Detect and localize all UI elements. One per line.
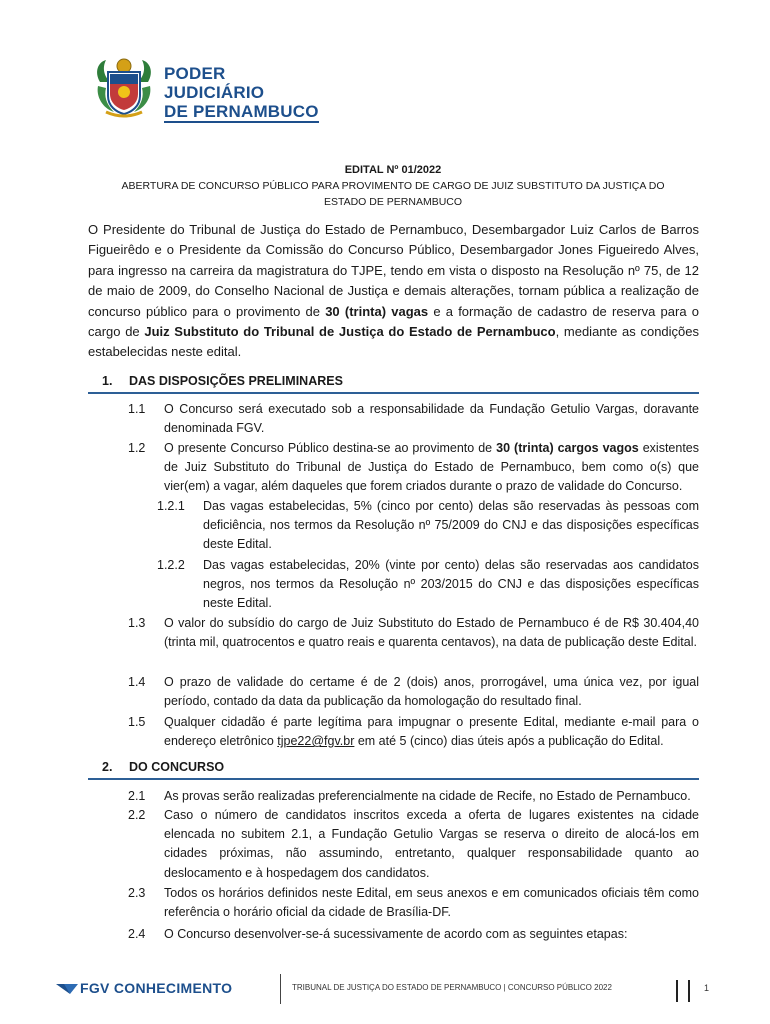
edital-subtitle: ABERTURA DE CONCURSO PÚBLICO PARA PROVIMENTO DE CARGO DE JUIZ SUBSTITUTO DA JUSTIÇA DO ESTADO DE PERNAMBUCO <box>121 180 665 208</box>
clause-number: 1.5 <box>128 715 146 729</box>
fgv-brand: FGV CONHECIMENTO <box>80 980 233 996</box>
intro-text-1: O Presidente do Tribunal de Justiça do Estado de Pernambuco, Desembargador Luiz Carlos de Barros Figueirêdo e o Presidente da Comissão do Concurso Público, Desembargador Jones Figueiredo Alves, para ingresso na carreira da magistratura do TJPE, tendo em vista o disposto na Resolução nº 75, de 12 de maio de 2009, do Conselho Nacional de Justiça e demais alterações, tornam pública a realização de concurso público para o provimento de <box>88 222 699 319</box>
intro-text-3: , mediante as condições estabelecidas neste edital. <box>88 324 699 360</box>
clause-text-pre: O presente Concurso Público destina-se ao provimento de <box>164 441 497 455</box>
document-title <box>88 162 698 210</box>
intro-bold-cargo: Juiz Substituto do Tribunal de Justiça do Estado de Pernambuco <box>144 324 556 340</box>
clause-number: 2.4 <box>128 927 146 941</box>
page-footer <box>0 972 770 1012</box>
intro-paragraph <box>88 220 699 363</box>
clause-2-3 <box>128 884 699 924</box>
clause-1-4 <box>128 673 699 713</box>
clause-text-post: em até 5 (cinco) dias úteis após a publicação do Edital. <box>354 734 664 749</box>
section-heading-2 <box>88 760 699 780</box>
clause-text: O Concurso desenvolver-se-á sucessivamente de acordo com as seguintes etapas: <box>164 927 628 941</box>
clause-text: Todos os horários definidos neste Edital, em seus anexos e em comunicados oficiais têm como referência o horário oficial da cidade de Brasília-DF. <box>164 886 699 920</box>
court-emblem-icon <box>92 52 156 120</box>
section-number: 1. <box>102 374 113 388</box>
court-name <box>164 64 322 123</box>
clause-text: As provas serão realizadas preferencialmente na cidade de Recife, no Estado de Pernambuco. <box>164 789 691 803</box>
clause-text: O Concurso será executado sob a responsabilidade da Fundação Getulio Vargas, doravante denominada FGV. <box>164 402 699 436</box>
clause-number: 1.2.2 <box>157 558 185 572</box>
clause-number: 1.3 <box>128 616 146 630</box>
clause-text: Caso o número de candidatos inscritos exceda a oferta de lugares existentes na cidade elencada no subitem 2.1, a Fundação Getulio Vargas se reserva o direito de alocá-los em cidades próximas, não assumindo, entretanto, qualquer responsabilidade quanto ao deslocamento e à hospedagem dos candidatos. <box>164 808 699 880</box>
clause-number: 1.2 <box>128 441 146 455</box>
clause-text: O prazo de validade do certame é de 2 (dois) anos, prorrogável, uma única vez, por igual período, contado da data da publicação da homologação do resultado final. <box>164 675 699 709</box>
section-title: DO CONCURSO <box>129 760 225 774</box>
clause-2-2 <box>128 806 699 884</box>
clause-1-2 <box>128 439 699 497</box>
email-link[interactable]: tjpe22@fgv.br <box>277 734 355 749</box>
court-logo <box>92 50 322 122</box>
clause-1-1 <box>128 400 699 440</box>
footer-text: TRIBUNAL DE JUSTIÇA DO ESTADO DE PERNAMBUCO | CONCURSO PÚBLICO 2022 <box>292 983 612 992</box>
clause-bold: 30 (trinta) cargos vagos <box>496 441 639 455</box>
court-name-line1: PODER JUDICIÁRIO <box>164 64 265 102</box>
clause-1-2-1 <box>157 497 699 555</box>
clause-number: 1.4 <box>128 675 146 689</box>
court-name-line2: DE PERNAMBUCO <box>164 102 319 121</box>
clause-number: 2.2 <box>128 808 146 822</box>
clause-text <box>164 713 699 751</box>
section-number: 2. <box>102 760 113 774</box>
section-heading-1 <box>88 374 699 394</box>
clause-1-2-2 <box>157 556 699 614</box>
clause-number: 1.2.1 <box>157 499 185 513</box>
clause-text <box>164 439 699 497</box>
clause-text-post: existentes de Juiz Substituto do Tribunal de Justiça do Estado de Pernambuco, bem como o(s) que vier(em) a vagar, além daqueles que forem criados durante o prazo de validade do Concurso. <box>164 441 699 494</box>
section-title: DAS DISPOSIÇÕES PRELIMINARES <box>129 374 343 388</box>
clause-2-4 <box>128 925 699 945</box>
clause-text: Das vagas estabelecidas, 20% (vinte por cento) delas são reservadas aos candidatos negros, nos termos da Resolução nº 203/2015 do CNJ e das disposições específicas neste Edital. <box>203 558 699 611</box>
clause-text-pre: Qualquer cidadão é parte legítima para impugnar o presente Edital, mediante e-mail para o endereço eletrônico <box>164 715 699 749</box>
footer-bar-right <box>688 980 690 1002</box>
clause-number: 2.3 <box>128 886 146 900</box>
clause-1-3 <box>128 614 699 672</box>
clause-text: O valor do subsídio do cargo de Juiz Substituto do Estado de Pernambuco é de R$ 30.404,40 (trinta mil, quatrocentos e quatro reais e quarenta centavos), na data de publicação deste Edital. <box>164 616 699 650</box>
clause-text: Das vagas estabelecidas, 5% (cinco por cento) delas são reservadas às pessoas com deficiência, nos termos da Resolução nº 75/2009 do CNJ e das disposições específicas deste Edital. <box>203 499 699 552</box>
page-number: 1 <box>704 983 710 993</box>
intro-bold-vagas: 30 (trinta) vagas <box>325 303 429 319</box>
clause-1-5 <box>128 713 699 753</box>
section-rule <box>88 392 699 394</box>
edital-number: EDITAL Nº 01/2022 <box>344 164 442 176</box>
clause-2-1 <box>128 787 699 807</box>
section-rule <box>88 778 699 780</box>
footer-bar-left <box>676 980 678 1002</box>
clause-number: 2.1 <box>128 789 146 803</box>
intro-text-2: e a formação de cadastro de reserva para o cargo de <box>88 303 699 340</box>
clause-number: 1.1 <box>128 402 146 416</box>
fgv-logo-icon <box>56 982 78 996</box>
footer-divider <box>280 974 281 1004</box>
